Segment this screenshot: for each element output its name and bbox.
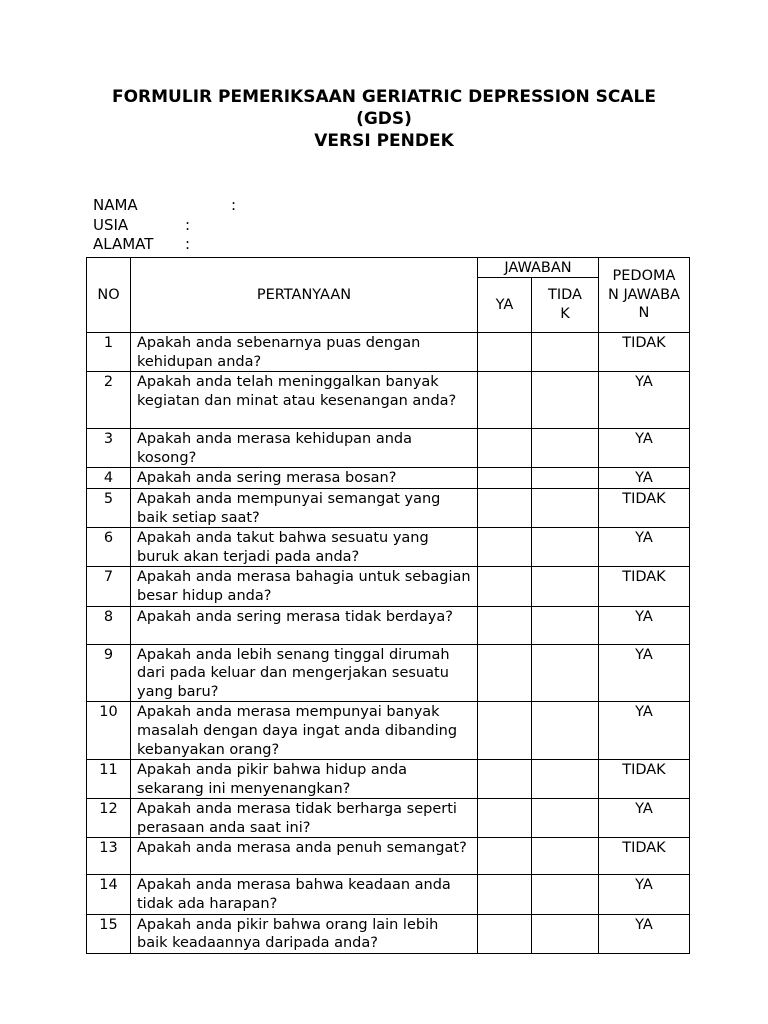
title-line-2: (GDS) — [356, 109, 412, 129]
row-number: 14 — [87, 875, 131, 914]
answer-tidak-cell[interactable] — [532, 838, 599, 875]
header-question: PERTANYAAN — [131, 258, 478, 333]
answer-tidak-cell[interactable] — [532, 760, 599, 799]
question-text: Apakah anda merasa kehidupan anda kosong? — [131, 429, 478, 468]
question-text: Apakah anda sebenarnya puas dengan kehidupan anda? — [131, 333, 478, 372]
question-text: Apakah anda merasa anda penuh semangat? — [131, 838, 478, 875]
title-line-1: FORMULIR PEMERIKSAAN GERIATRIC DEPRESSION SCALE — [111, 87, 657, 107]
answer-tidak-cell[interactable] — [532, 914, 599, 953]
table-header-row — [87, 258, 690, 278]
table-row — [87, 567, 690, 606]
answer-ya-cell[interactable] — [478, 644, 532, 702]
answer-tidak-cell[interactable] — [532, 372, 599, 429]
guide-answer: TIDAK — [598, 760, 689, 799]
row-number: 13 — [87, 838, 131, 875]
answer-tidak-cell[interactable] — [532, 875, 599, 914]
row-number: 11 — [87, 760, 131, 799]
answer-tidak-cell[interactable] — [532, 799, 599, 838]
guide-answer: YA — [598, 429, 689, 468]
header-answer: JAWABAN — [478, 258, 599, 278]
row-number: 6 — [87, 528, 131, 567]
header-no: NO — [87, 258, 131, 333]
guide-answer: YA — [598, 914, 689, 953]
question-text: Apakah anda merasa bahagia untuk sebagian besar hidup anda? — [131, 567, 478, 606]
answer-ya-cell[interactable] — [478, 875, 532, 914]
table-row — [87, 606, 690, 644]
row-number: 8 — [87, 606, 131, 644]
answer-tidak-cell[interactable] — [532, 429, 599, 468]
question-text: Apakah anda sering merasa tidak berdaya? — [131, 606, 478, 644]
table-row — [87, 838, 690, 875]
guide-answer: YA — [598, 702, 689, 760]
address-colon: : — [185, 235, 191, 253]
row-number: 5 — [87, 488, 131, 527]
table-row — [87, 644, 690, 702]
table-row — [87, 333, 690, 372]
answer-ya-cell[interactable] — [478, 333, 532, 372]
answer-ya-cell[interactable] — [478, 567, 532, 606]
guide-answer: YA — [598, 606, 689, 644]
row-number: 9 — [87, 644, 131, 702]
answer-tidak-cell[interactable] — [532, 606, 599, 644]
answer-tidak-cell[interactable] — [532, 528, 599, 567]
row-number: 10 — [87, 702, 131, 760]
table-row — [87, 429, 690, 468]
question-text: Apakah anda pikir bahwa orang lain lebih baik keadaannya daripada anda? — [131, 914, 478, 953]
answer-ya-cell[interactable] — [478, 528, 532, 567]
table-row — [87, 488, 690, 527]
row-number: 2 — [87, 372, 131, 429]
question-text: Apakah anda takut bahwa sesuatu yang buruk akan terjadi pada anda? — [131, 528, 478, 567]
question-text: Apakah anda lebih senang tinggal dirumah dari pada keluar dan mengerjakan sesuatu yang baru? — [131, 644, 478, 702]
answer-ya-cell[interactable] — [478, 838, 532, 875]
answer-tidak-cell[interactable] — [532, 702, 599, 760]
gds-table — [86, 257, 690, 954]
question-text: Apakah anda merasa bahwa keadaan anda tidak ada harapan? — [131, 875, 478, 914]
answer-tidak-cell[interactable] — [532, 468, 599, 489]
row-number: 3 — [87, 429, 131, 468]
answer-ya-cell[interactable] — [478, 799, 532, 838]
guide-answer: TIDAK — [598, 488, 689, 527]
header-tidak: TIDA K — [532, 278, 599, 333]
answer-tidak-cell[interactable] — [532, 488, 599, 527]
table-row — [87, 914, 690, 953]
answer-ya-cell[interactable] — [478, 702, 532, 760]
guide-answer: TIDAK — [598, 838, 689, 875]
address-label: ALAMAT — [93, 235, 154, 253]
answer-tidak-cell[interactable] — [532, 567, 599, 606]
answer-ya-cell[interactable] — [478, 914, 532, 953]
document-title — [0, 86, 768, 152]
row-number: 1 — [87, 333, 131, 372]
guide-answer: TIDAK — [598, 333, 689, 372]
answer-tidak-cell[interactable] — [532, 333, 599, 372]
table-row — [87, 468, 690, 489]
row-number: 4 — [87, 468, 131, 489]
age-label: USIA — [93, 215, 129, 234]
question-text: Apakah anda pikir bahwa hidup anda sekarang ini menyenangkan? — [131, 760, 478, 799]
header-guide: PEDOMA N JAWABA N — [598, 258, 689, 333]
answer-tidak-cell[interactable] — [532, 644, 599, 702]
guide-answer: YA — [598, 644, 689, 702]
guide-answer: YA — [598, 875, 689, 914]
question-text: Apakah anda sering merasa bosan? — [131, 468, 478, 489]
answer-ya-cell[interactable] — [478, 468, 532, 489]
title-line-3: VERSI PENDEK — [314, 131, 454, 151]
table-row — [87, 760, 690, 799]
guide-answer: TIDAK — [598, 567, 689, 606]
answer-ya-cell[interactable] — [478, 429, 532, 468]
table-row — [87, 528, 690, 567]
age-colon: : — [185, 215, 191, 234]
guide-answer: YA — [598, 799, 689, 838]
table-row — [87, 799, 690, 838]
answer-ya-cell[interactable] — [478, 372, 532, 429]
question-text: Apakah anda merasa tidak berharga seperti perasaan anda saat ini? — [131, 799, 478, 838]
table-row — [87, 372, 690, 429]
guide-answer: YA — [598, 372, 689, 429]
guide-answer: YA — [598, 528, 689, 567]
name-colon: : — [231, 196, 237, 214]
answer-ya-cell[interactable] — [478, 760, 532, 799]
row-number: 12 — [87, 799, 131, 838]
answer-ya-cell[interactable] — [478, 606, 532, 644]
question-text: Apakah anda telah meninggalkan banyak kegiatan dan minat atau kesenangan anda? — [131, 372, 478, 429]
table-row — [87, 702, 690, 760]
name-label: NAMA — [93, 196, 138, 214]
question-text: Apakah anda merasa mempunyai banyak masalah dengan daya ingat anda dibanding kebanyakan orang? — [131, 702, 478, 760]
answer-ya-cell[interactable] — [478, 488, 532, 527]
question-text: Apakah anda mempunyai semangat yang baik setiap saat? — [131, 488, 478, 527]
table-row — [87, 875, 690, 914]
guide-answer: YA — [598, 468, 689, 489]
row-number: 7 — [87, 567, 131, 606]
row-number: 15 — [87, 914, 131, 953]
header-ya: YA — [478, 278, 532, 333]
